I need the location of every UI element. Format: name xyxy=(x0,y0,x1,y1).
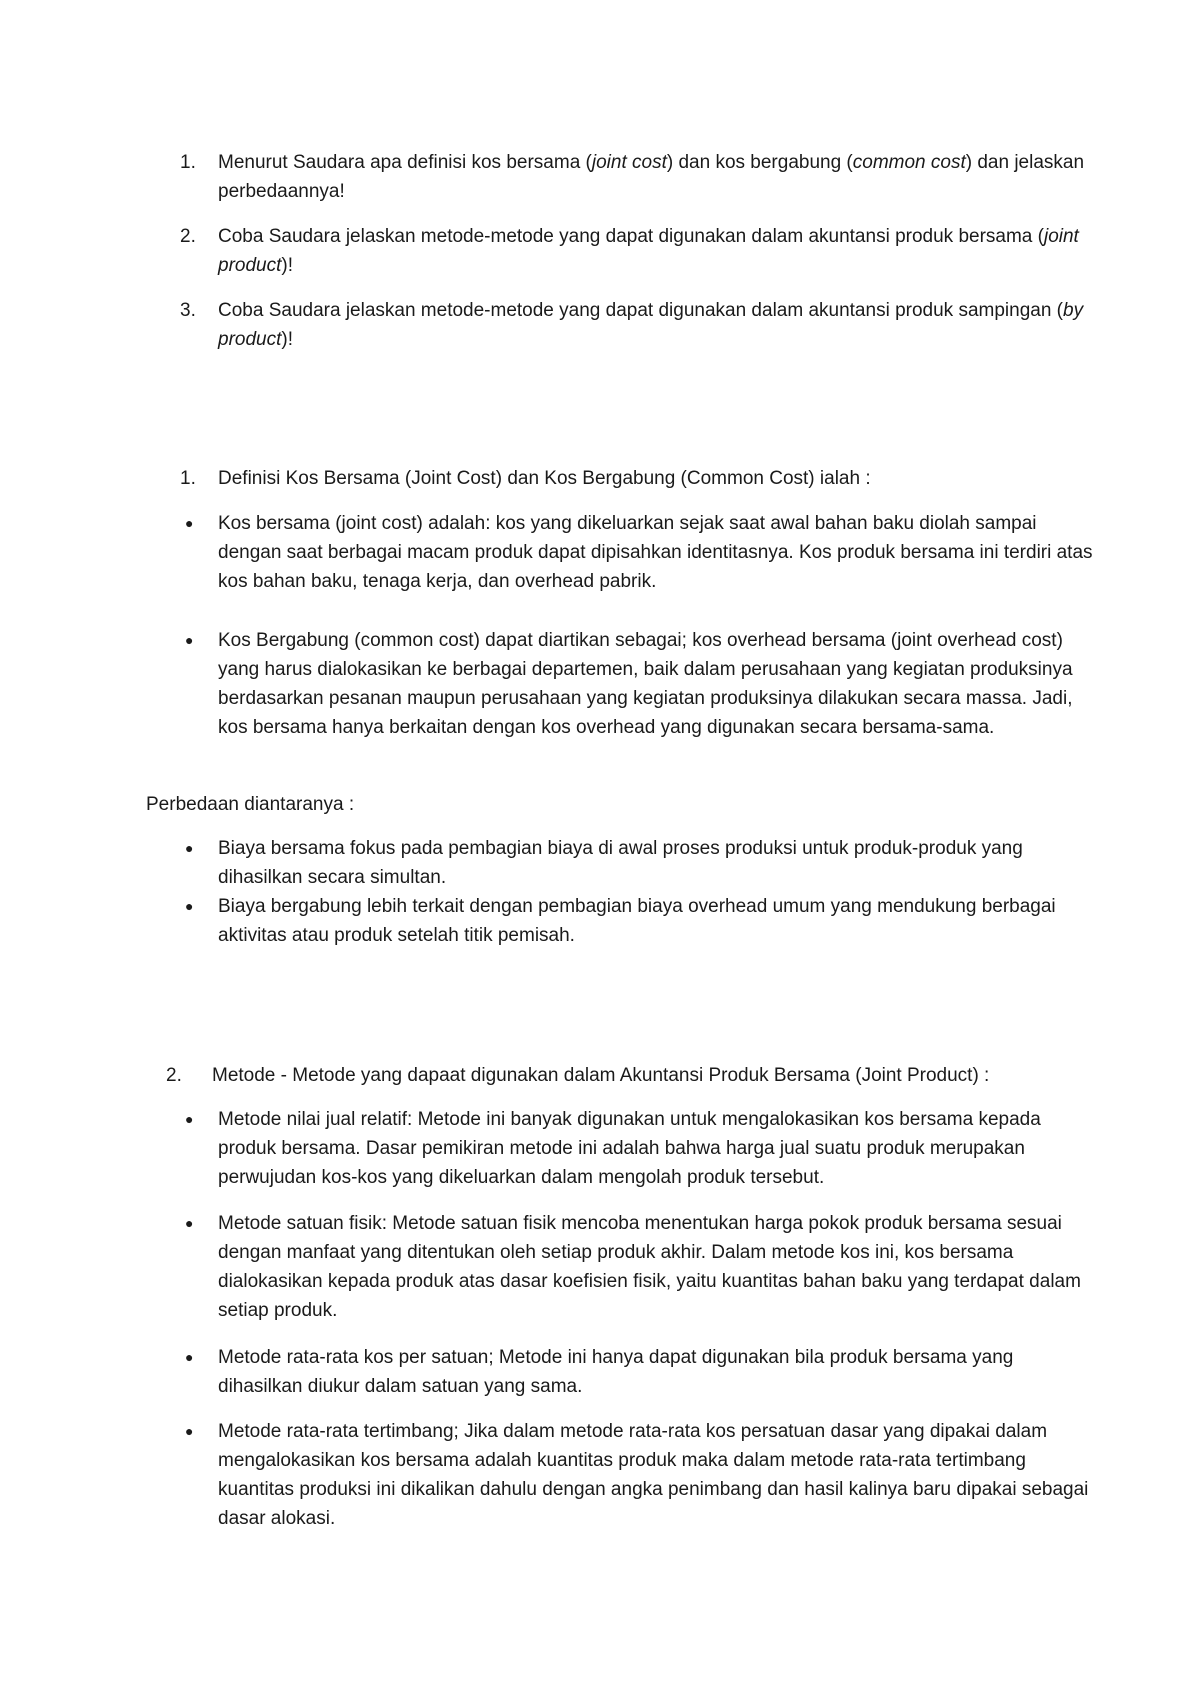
answer-2-bullet-3: ● Metode rata-rata kos per satuan; Metode ini hanya dapat digunakan bila produk bersama yang dihasilkan diukur dalam satuan yang sama. xyxy=(218,1343,1098,1401)
question-list xyxy=(180,148,1098,354)
bullet-icon: ● xyxy=(185,840,194,856)
question-item-1: 1. Menurut Saudara apa definisi kos bersama (joint cost) dan kos bergabung (common cost) dan jelaskan perbedaannya! xyxy=(218,148,1098,206)
answer-1-heading: 1. Definisi Kos Bersama (Joint Cost) dan Kos Bergabung (Common Cost) ialah : xyxy=(180,468,871,489)
difference-label: Perbedaan diantaranya : xyxy=(146,794,355,815)
question-number: 3. xyxy=(180,300,196,321)
bullet-icon: ● xyxy=(185,1423,194,1439)
answer-1-bullet-1: ● Kos bersama (joint cost) adalah: kos yang dikeluarkan sejak saat awal bahan baku diolah sampai dengan saat berbagai macam produk dapat dipisahkan identitasnya. Kos produk bersama ini terdiri atas kos bahan baku, tenaga kerja, dan overhead pabrik. xyxy=(218,509,1098,596)
difference-bullet-1: ● Biaya bersama fokus pada pembagian biaya di awal proses produksi untuk produk-produk yang dihasilkan secara simultan. xyxy=(218,834,1098,892)
answer-2-bullet-1: ● Metode nilai jual relatif: Metode ini banyak digunakan untuk mengalokasikan kos bersama kepada produk bersama. Dasar pemikiran metode ini adalah bahwa harga jual suatu produk merupakan perwujudan kos-kos yang dikeluarkan dalam mengolah produk tersebut. xyxy=(218,1105,1098,1192)
question-item-3: 3. Coba Saudara jelaskan metode-metode yang dapat digunakan dalam akuntansi produk sampingan (by product)! xyxy=(218,296,1098,354)
question-item-2: 2. Coba Saudara jelaskan metode-metode yang dapat digunakan dalam akuntansi produk bersama (joint product)! xyxy=(218,222,1098,280)
answer-2-heading: 2. Metode - Metode yang dapaat digunakan dalam Akuntansi Produk Bersama (Joint Product) : xyxy=(166,1065,990,1086)
bullet-icon: ● xyxy=(185,515,194,531)
bullet-icon: ● xyxy=(185,1349,194,1365)
answer-2-bullet-4: ● Metode rata-rata tertimbang; Jika dalam metode rata-rata kos persatuan dasar yang dipakai dalam mengalokasikan kos bersama adalah kuantitas produk maka dalam metode rata-rata tertimbang kuantitas produksi ini dikalikan dahulu dengan angka penimbang dan hasil kalinya baru dipakai sebagai dasar alokasi. xyxy=(218,1417,1098,1533)
bullet-icon: ● xyxy=(185,632,194,648)
bullet-icon: ● xyxy=(185,1111,194,1127)
difference-bullet-2: ● Biaya bergabung lebih terkait dengan pembagian biaya overhead umum yang mendukung berbagai aktivitas atau produk setelah titik pemisah. xyxy=(218,892,1098,950)
answer-2-bullet-2: ● Metode satuan fisik: Metode satuan fisik mencoba menentukan harga pokok produk bersama sesuai dengan manfaat yang ditentukan oleh setiap produk akhir. Dalam metode kos ini, kos bersama dialokasikan kepada produk atas dasar koefisien fisik, yaitu kuantitas bahan baku yang terdapat dalam setiap produk. xyxy=(218,1209,1098,1325)
question-number: 1. xyxy=(180,152,196,173)
answer-1-bullet-2: ● Kos Bergabung (common cost) dapat diartikan sebagai; kos overhead bersama (joint overhead cost) yang harus dialokasikan ke berbagai departemen, baik dalam perusahaan yang kegiatan produksinya berdasarkan pesanan maupun perusahaan yang kegiatan produksinya dilakukan secara massa. Jadi, kos bersama hanya berkaitan dengan kos overhead yang digunakan secara bersama-sama. xyxy=(218,626,1098,742)
bullet-icon: ● xyxy=(185,898,194,914)
question-number: 2. xyxy=(180,226,196,247)
bullet-icon: ● xyxy=(185,1215,194,1231)
